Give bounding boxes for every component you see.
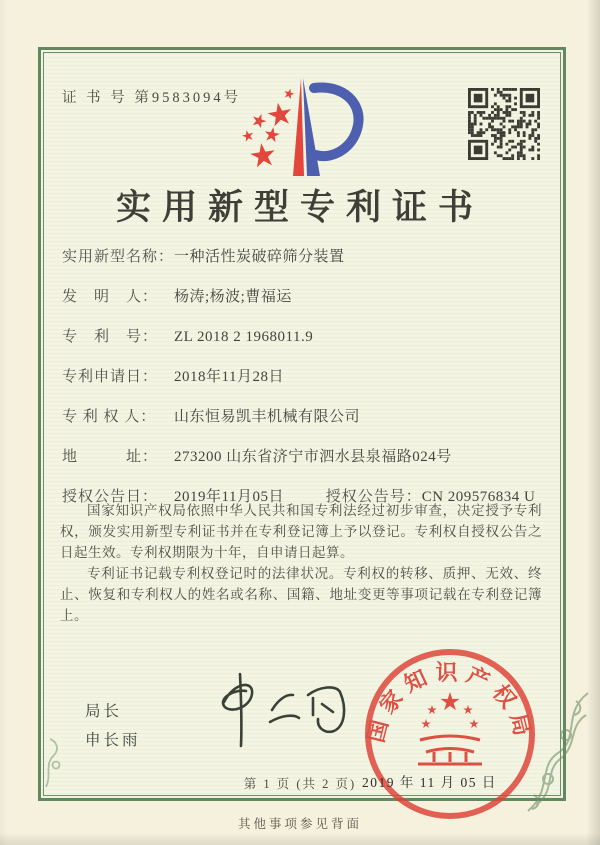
field-value: 杨涛;杨波;曹福运 xyxy=(174,289,292,305)
certificate-title: 实用新型专利证书 xyxy=(115,188,484,227)
logo-wedge-blue xyxy=(303,78,320,176)
field-row-inventor xyxy=(62,287,548,327)
field-row-address xyxy=(62,447,548,487)
certificate-number: 证 书 号 第9583094号 xyxy=(62,90,242,106)
field-label: 专 利 号： xyxy=(62,329,159,345)
logo-p-bowl xyxy=(314,87,359,156)
seal-date: 2019 年 11 月 05 日 xyxy=(362,775,497,790)
logo-stars xyxy=(241,87,296,168)
field-value: 273200 山东省济宁市泗水县泉福路024号 xyxy=(174,449,452,465)
field-list xyxy=(62,247,548,527)
field-label: 专利申请日： xyxy=(62,369,159,385)
field-row-name xyxy=(62,247,548,287)
field-value: 2018年11月28日 xyxy=(174,369,284,385)
corner-flourish-icon xyxy=(516,687,594,817)
field-label: 授权公告日： xyxy=(62,489,159,505)
legal-text xyxy=(60,500,542,626)
field-value: 2019年11月05日 xyxy=(174,489,284,505)
back-note: 其他事项参见背面 xyxy=(237,817,362,831)
field-label: 专 利 权 人： xyxy=(62,409,157,425)
seal-emblem xyxy=(421,692,479,728)
legal-paragraph-2: 专利证书记载专利权登记时的法律状况。专利权的转移、质押、无效、终止、恢复和专利权人的姓名或名称、国籍、地址变更等事项记载在专利登记簿上。 xyxy=(60,566,542,623)
field-row-filing-date xyxy=(62,367,548,407)
logo-wedge-red xyxy=(293,78,304,176)
field-label: 实用新型名称： xyxy=(62,249,175,265)
field-label: 地 址： xyxy=(62,449,159,465)
field-value: 一种活性炭破碎筛分装置 xyxy=(174,249,345,265)
field-label: 授权公告号： xyxy=(325,489,422,505)
field-value: 山东恒易凯丰机械有限公司 xyxy=(174,409,361,425)
field-row-patentee xyxy=(62,407,548,447)
seal-ring-text: 国家知识产权局 xyxy=(363,659,537,745)
qr-code xyxy=(468,88,540,160)
director-block xyxy=(85,697,141,755)
director-title: 局长 xyxy=(85,703,123,720)
director-name: 申长雨 xyxy=(85,732,141,749)
field-label: 发 明 人： xyxy=(62,289,159,305)
legal-paragraph-1: 国家知识产权局依照中华人民共和国专利法经过初步审查，决定授予专利权，颁发实用新型专利证书并在专利登记簿上予以登记。专利权自授权公告之日起生效。专利权期限为十年，自申请日起算。 xyxy=(60,503,542,560)
field-row-patent-no xyxy=(62,327,548,367)
director-signature xyxy=(196,668,356,756)
field-value: ZL 2018 2 1968011.9 xyxy=(174,329,314,345)
cnipa-logo xyxy=(232,72,368,184)
field-value: CN 209576834 U xyxy=(421,489,536,505)
page-number: 第 1 页 (共 2 页) xyxy=(243,777,357,791)
seal-gate xyxy=(418,736,482,764)
